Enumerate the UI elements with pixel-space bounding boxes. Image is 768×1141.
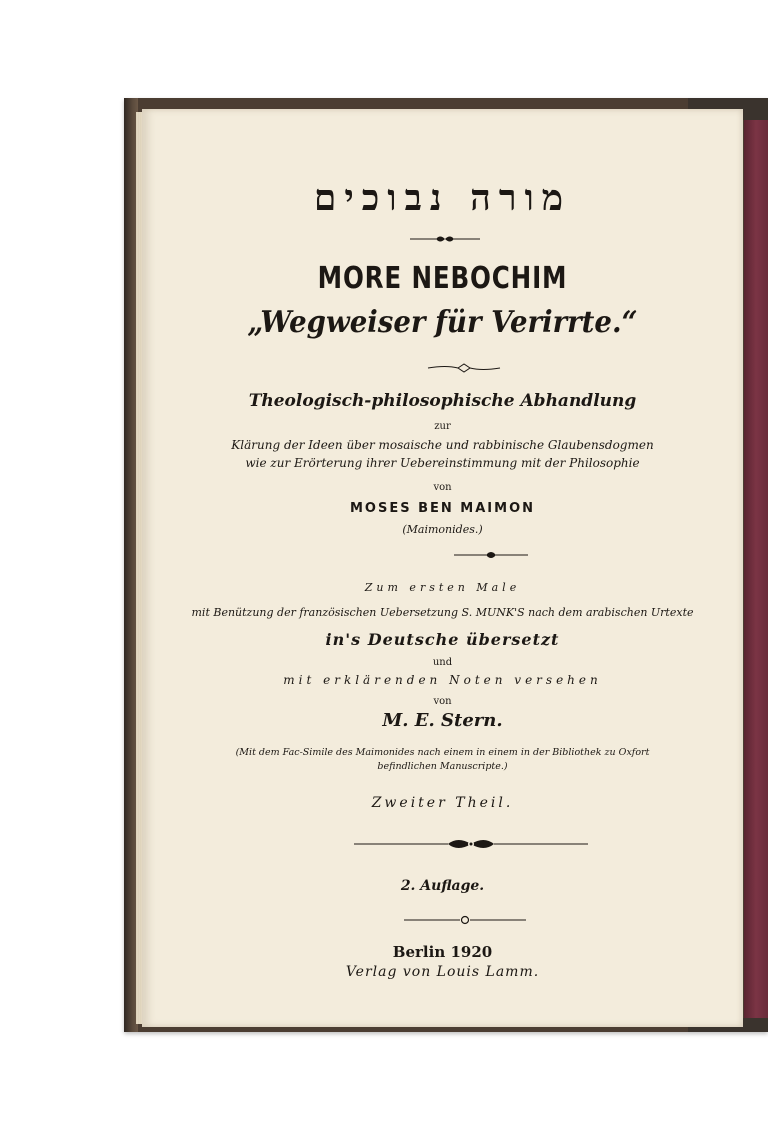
ornament-5 <box>404 915 526 925</box>
ornament-3 <box>454 550 528 560</box>
place-year: Berlin 1920 <box>392 943 493 961</box>
description: Theologisch-philosophische Abhandlung <box>248 391 637 411</box>
ornament-1 <box>410 234 480 244</box>
hebrew-title: מורה נבוכים <box>313 177 572 219</box>
first-time-line: Zum ersten Male <box>364 581 521 594</box>
title-page-content <box>142 109 743 1027</box>
notes-line: mit erklärenden Noten versehen <box>283 673 602 687</box>
facsimile-line-1: (Mit dem Fac-Simile des Maimonides nach einem in einem in der Bibliothek zu Oxfort <box>235 747 650 758</box>
facsimile-line-2: befindlichen Manuscripte.) <box>377 761 508 772</box>
word-von-2: von <box>433 696 452 707</box>
purpose-line-1: Klärung der Ideen über mosaische und rabbinische Glaubensdogmen <box>231 438 654 452</box>
translator-name: M. E. Stern. <box>382 710 503 731</box>
author-alias: (Maimonides.) <box>402 523 483 536</box>
ornament-4 <box>354 836 588 852</box>
word-und: und <box>432 657 453 668</box>
translation-basis-line: mit Benützung der französischen Uebersetzung S. MUNK'S nach dem arabischen Urtexte <box>191 606 694 619</box>
main-title: MORE NEBOCHIM <box>317 261 568 296</box>
edition-line: 2. Auflage. <box>400 878 485 894</box>
purpose-line-2: wie zur Erörterung ihrer Uebereinstimmung mit der Philosophie <box>245 456 640 470</box>
volume-line: Zweiter Theil. <box>371 795 514 811</box>
ornament-2 <box>428 363 500 373</box>
red-spine <box>744 120 768 1026</box>
translated-into-line: in's Deutsche übersetzt <box>325 630 560 649</box>
word-zur: zur <box>434 421 451 432</box>
word-von-1: von <box>433 482 452 493</box>
author-name: MOSES BEN MAIMON <box>349 501 536 516</box>
subtitle: „Wegweiser für Verirrte.“ <box>247 305 638 340</box>
publisher: Verlag von Louis Lamm. <box>345 964 540 980</box>
